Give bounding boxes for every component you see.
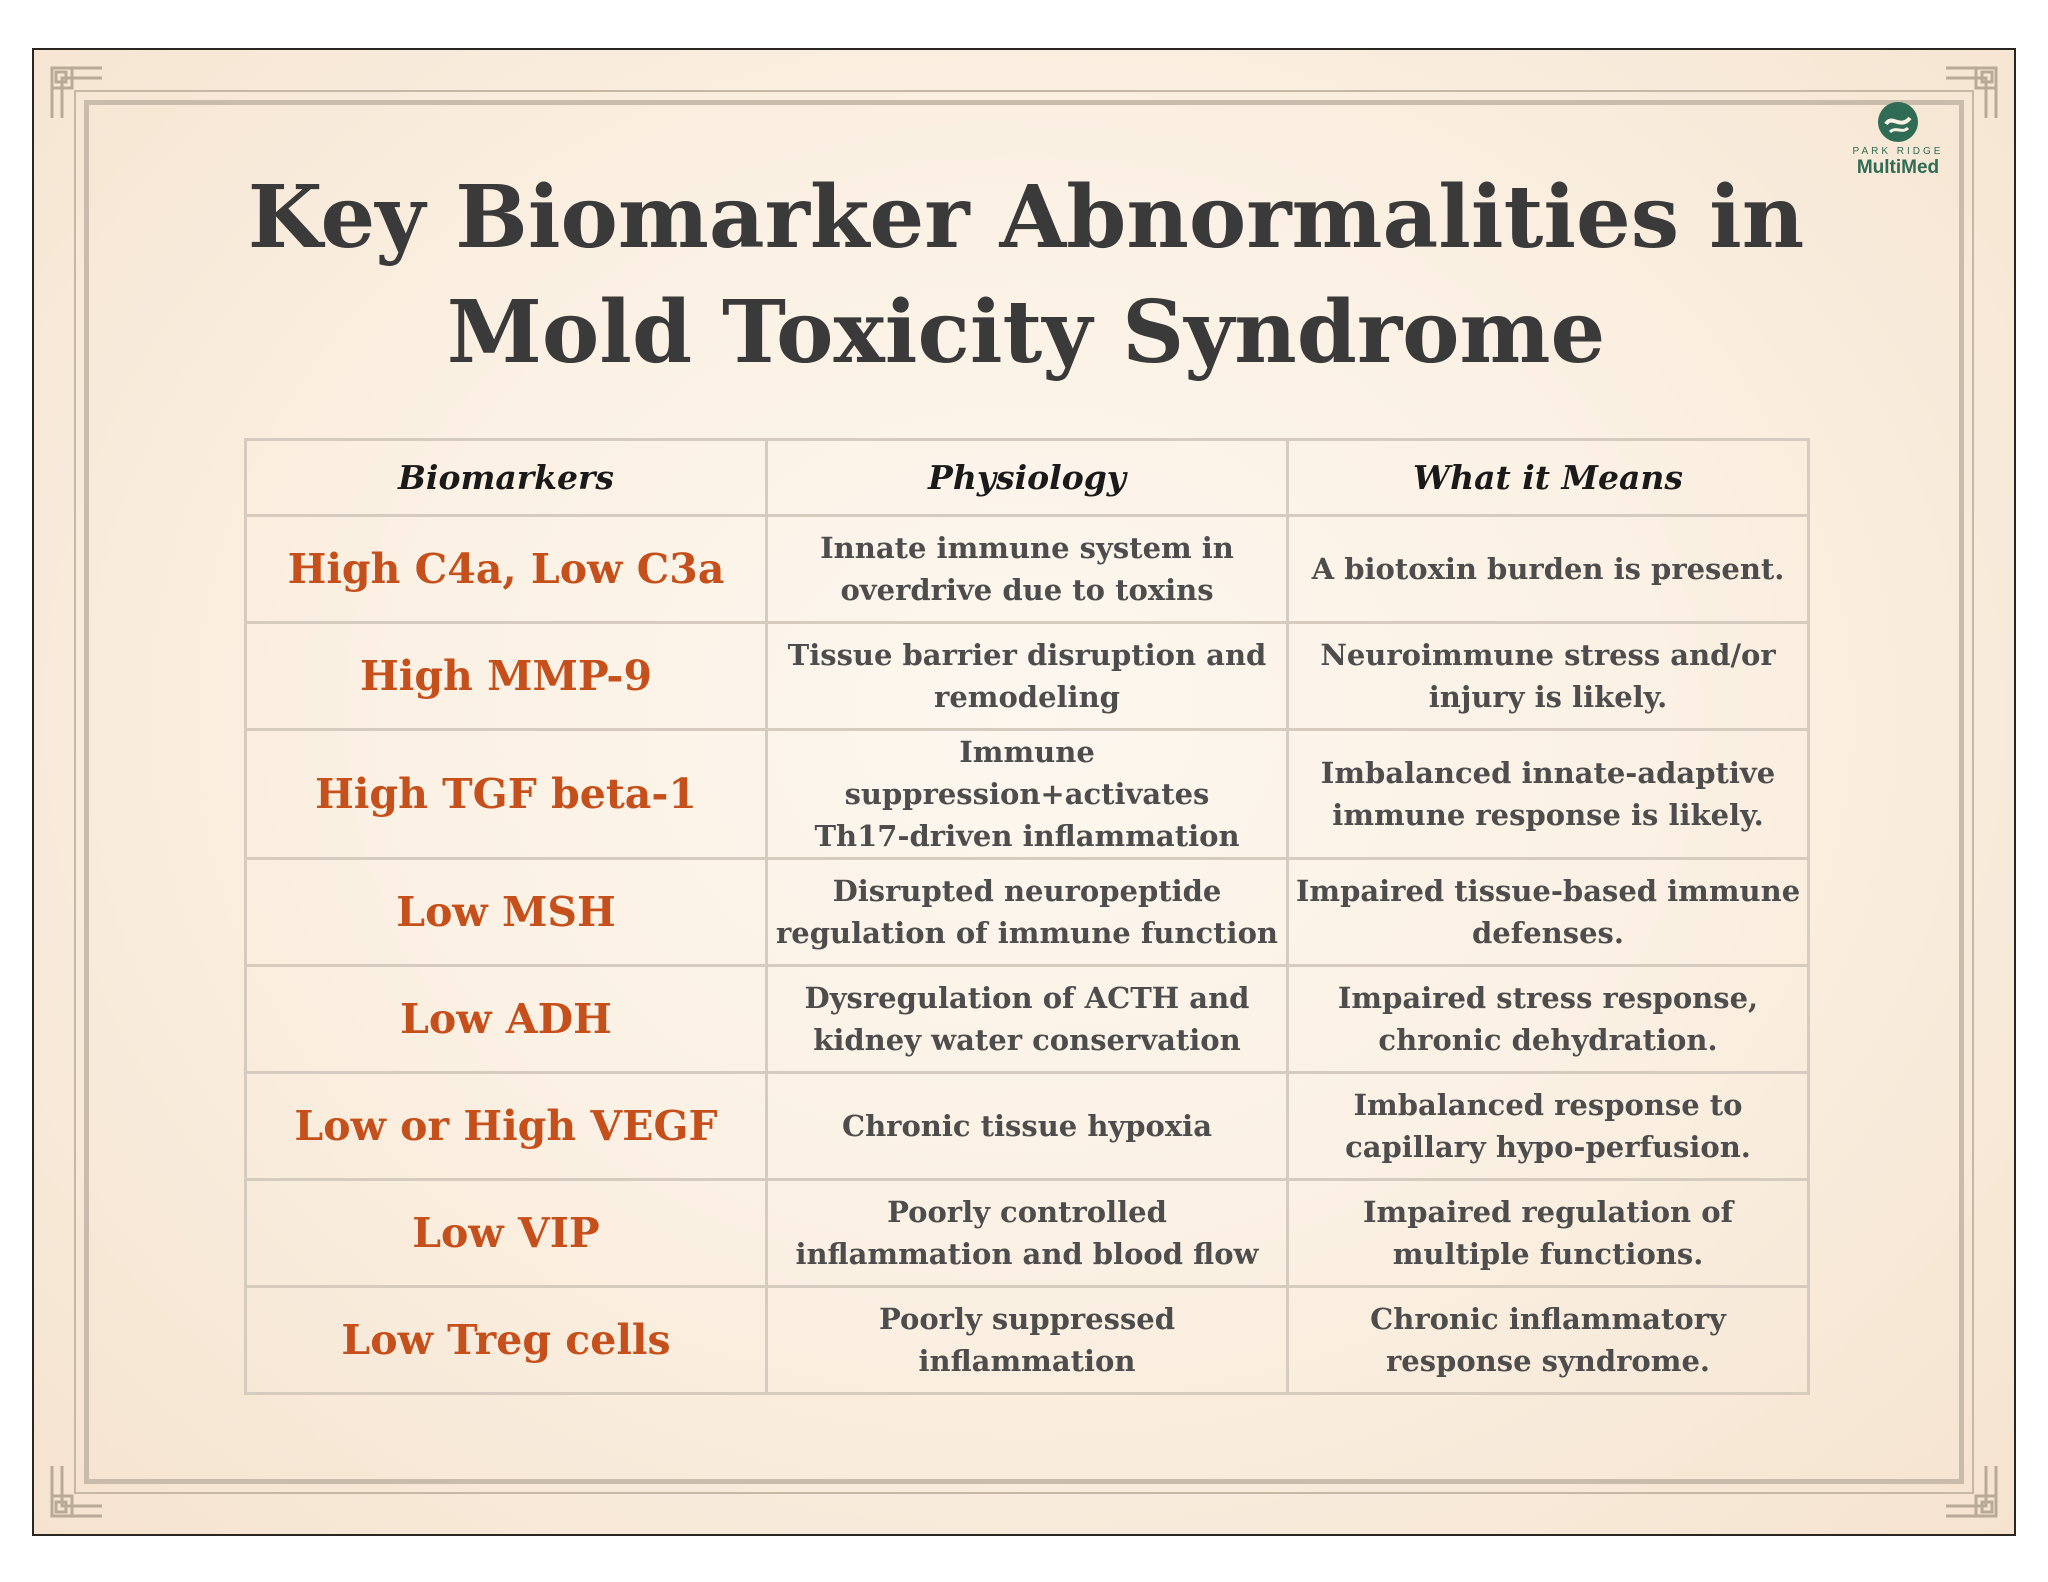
physiology-line: inflammation	[918, 1344, 1136, 1378]
corner-ornament-icon	[42, 58, 112, 128]
logo-small-text: PARK RIDGE	[1852, 146, 1944, 157]
meaning-line: Neuroimmune stress and/or	[1320, 638, 1776, 672]
biomarker-cell: Low VIP	[246, 1180, 767, 1287]
table-row	[246, 1180, 1809, 1287]
meaning-line: immune response is likely.	[1332, 798, 1764, 832]
meaning-line: multiple functions.	[1392, 1237, 1704, 1271]
physiology-line: kidney water conservation	[813, 1023, 1241, 1057]
biomarker-cell: Low ADH	[246, 966, 767, 1073]
biomarker-cell: Low MSH	[246, 859, 767, 966]
meaning-line: A biotoxin burden is present.	[1311, 552, 1785, 586]
logo-big-text: MultiMed	[1856, 157, 1940, 178]
title-line: Key Biomarker Abnormalities in	[247, 167, 1805, 268]
biomarker-cell: Low or High VEGF	[246, 1073, 767, 1180]
physiology-line: Dysregulation of ACTH and	[804, 981, 1250, 1015]
meaning-line: Impaired regulation of	[1362, 1195, 1734, 1229]
table-row	[246, 1287, 1809, 1394]
physiology-line: Poorly controlled	[887, 1195, 1167, 1229]
table-row	[246, 730, 1809, 859]
physiology-cell	[767, 859, 1288, 966]
physiology-line: Poorly suppressed	[878, 1302, 1176, 1336]
physiology-line: Disrupted neuropeptide	[832, 874, 1222, 908]
physiology-line: regulation of immune function	[776, 916, 1278, 950]
meaning-cell	[1288, 859, 1809, 966]
meaning-cell	[1288, 1287, 1809, 1394]
physiology-cell	[767, 966, 1288, 1073]
table-header-row	[246, 440, 1809, 516]
physiology-cell	[767, 623, 1288, 730]
biomarker-cell: High TGF beta-1	[246, 730, 767, 859]
meaning-line: Imbalanced response to	[1353, 1088, 1743, 1122]
table-row	[246, 966, 1809, 1073]
meaning-cell	[1288, 966, 1809, 1073]
meaning-cell	[1288, 1073, 1809, 1180]
logo-mark-icon	[1876, 100, 1920, 144]
meaning-line: injury is likely.	[1428, 680, 1668, 714]
physiology-line: Chronic tissue hypoxia	[842, 1109, 1212, 1143]
physiology-cell	[767, 1180, 1288, 1287]
meaning-cell	[1288, 1180, 1809, 1287]
meaning-line: Imbalanced innate-adaptive	[1320, 756, 1776, 790]
physiology-line: Immune suppression+activates	[844, 735, 1210, 811]
title-line: Mold Toxicity Syndrome	[446, 282, 1606, 383]
page-title	[34, 160, 2018, 390]
physiology-line: Tissue barrier disruption and	[787, 638, 1267, 672]
physiology-line: remodeling	[934, 680, 1120, 714]
header-what-it-means: What it Means	[1288, 440, 1809, 516]
physiology-cell	[767, 730, 1288, 859]
table-row	[246, 516, 1809, 623]
physiology-line: inflammation and blood flow	[795, 1237, 1259, 1271]
document-page	[32, 48, 2016, 1536]
meaning-cell	[1288, 516, 1809, 623]
header-physiology: Physiology	[767, 440, 1288, 516]
physiology-line: overdrive due to toxins	[840, 573, 1214, 607]
meaning-cell	[1288, 730, 1809, 859]
physiology-cell	[767, 516, 1288, 623]
meaning-line: Chronic inflammatory	[1370, 1302, 1726, 1336]
corner-ornament-icon	[42, 1456, 112, 1526]
table-row	[246, 1073, 1809, 1180]
physiology-line: Innate immune system in	[820, 531, 1234, 565]
biomarker-cell: High C4a, Low C3a	[246, 516, 767, 623]
meaning-line: defenses.	[1472, 916, 1624, 950]
meaning-cell	[1288, 623, 1809, 730]
header-biomarkers: Biomarkers	[246, 440, 767, 516]
physiology-line: Th17-driven inflammation	[814, 819, 1240, 853]
physiology-cell	[767, 1073, 1288, 1180]
meaning-line: Impaired tissue-based immune	[1295, 874, 1801, 908]
table-row	[246, 859, 1809, 966]
physiology-cell	[767, 1287, 1288, 1394]
meaning-line: response syndrome.	[1385, 1344, 1711, 1378]
biomarker-table	[244, 438, 1810, 1395]
meaning-line: capillary hypo-perfusion.	[1345, 1130, 1751, 1164]
meaning-line: chronic dehydration.	[1378, 1023, 1718, 1057]
table-row	[246, 623, 1809, 730]
biomarker-cell: Low Treg cells	[246, 1287, 767, 1394]
biomarker-cell: High MMP-9	[246, 623, 767, 730]
meaning-line: Impaired stress response,	[1337, 981, 1759, 1015]
corner-ornament-icon	[1936, 1456, 2006, 1526]
